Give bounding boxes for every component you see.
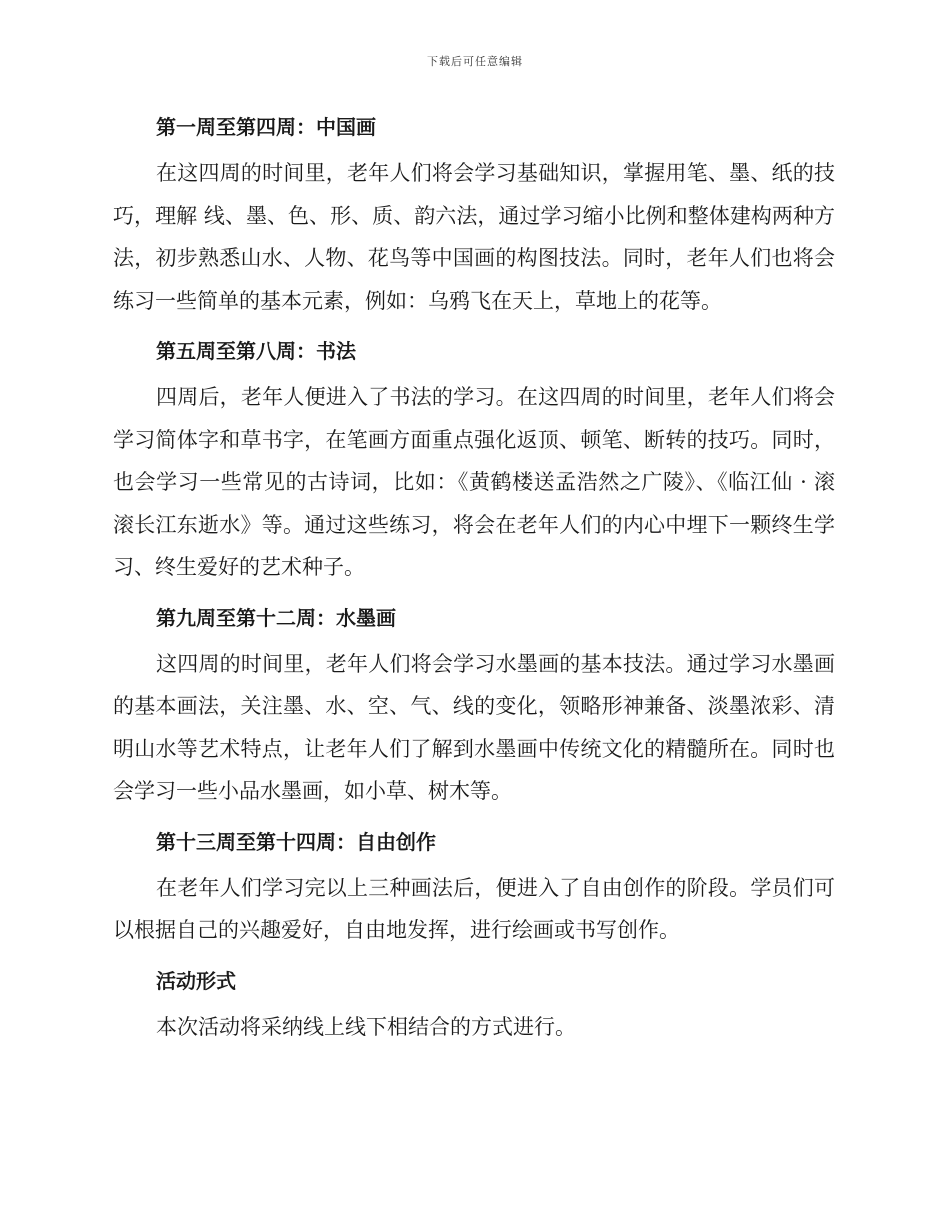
section-body-activity-format: 本次活动将采纳线上线下相结合的方式进行。 bbox=[156, 1014, 576, 1039]
section-heading-ink-painting: 第九周至第十二周：水墨画 bbox=[156, 605, 396, 630]
section-body-chinese-painting: 在这四周的时间里，老年人们将会学习基础知识，掌握用笔、墨、纸的技巧，理解 线、墨、色、形、质、韵六法，通过学习缩小比例和整体建构两种方法，初步熟悉山水、人物、花鸟等中国画的构图技法。同时，老年人们也将会练习一些简单的基本元素，例如：乌鸦飞在天上，草地上的花等。 bbox=[113, 161, 835, 313]
page-header-note: 下载后可任意编辑 bbox=[427, 55, 523, 68]
section-heading-free-creation: 第十三周至第十四周：自由创作 bbox=[156, 829, 436, 854]
section-body-ink-painting: 这四周的时间里，老年人们将会学习水墨画的基本技法。通过学习水墨画的基本画法，关注墨、水、空、气、线的变化，领略形神兼备、淡墨浓彩、清明山水等艺术特点，让老年人们了解到水墨画中传统文化的精髓所在。同时也会学习一些小品水墨画，如小草、树木等。 bbox=[113, 651, 835, 803]
section-heading-calligraphy: 第五周至第八周：书法 bbox=[156, 339, 356, 363]
section-heading-chinese-painting: 第一周至第四周：中国画 bbox=[156, 115, 376, 139]
section-heading-activity-format: 活动形式 bbox=[156, 968, 236, 993]
document-body bbox=[113, 108, 835, 1058]
section-body-free-creation: 在老年人们学习完以上三种画法后，便进入了自由创作的阶段。学员们可以根据自己的兴趣爱好，自由地发挥，进行绘画或书写创作。 bbox=[113, 875, 835, 942]
section-body-calligraphy: 四周后，老年人便进入了书法的学习。在这四周的时间里，老年人们将会学习简体字和草书字，在笔画方面重点强化返顶、顿笔、断转的技巧。同时，也会学习一些常见的古诗词，比如：《黄鹤楼送孟浩然之广陵》、《临江仙 · 滚滚长江东逝水》等。通过这些练习，将会在老年人们的内心中埋下一颗终生学习、终生爱好的艺术种子。 bbox=[113, 385, 835, 579]
